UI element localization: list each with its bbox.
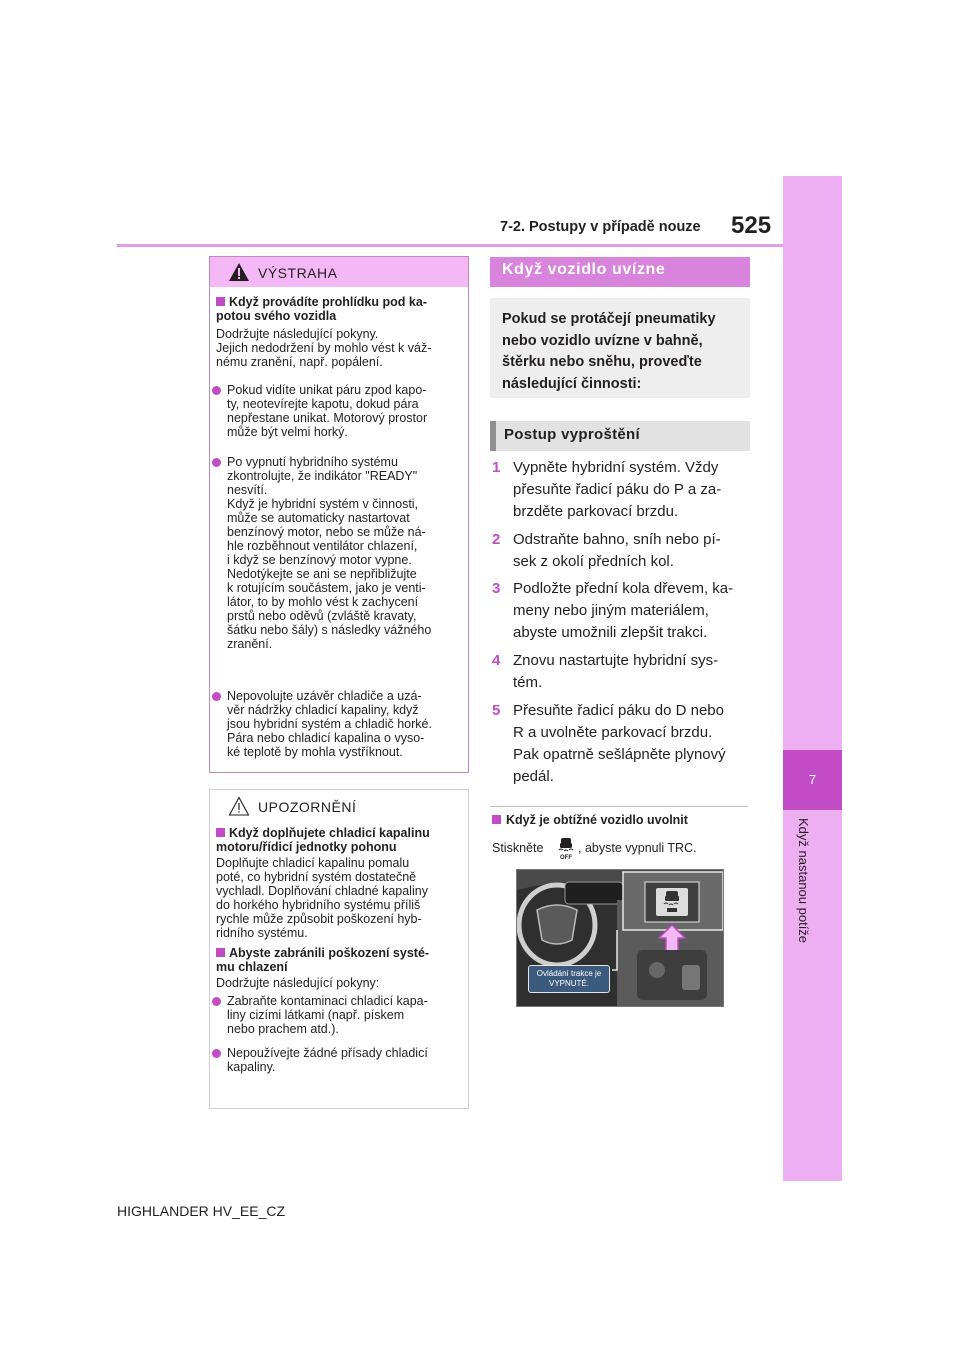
warning-heading: Když provádíte prohlídku pod ka- potou svého vozidla xyxy=(216,295,427,323)
procedure-title: Postup vyproštění xyxy=(504,426,640,443)
chapter-title: Když nastanou potíže xyxy=(796,818,811,944)
heading-square-icon xyxy=(216,948,225,957)
warning-title: VÝSTRAHA xyxy=(258,265,338,281)
caution-bullet: Zabraňte kontaminaci chladicí kapa- liny cizími látkami (např. pískem nebo prachem atd.). xyxy=(212,994,464,1036)
section-title: 7-2. Postupy v případě nouze xyxy=(500,219,701,235)
trc-icon-label: OFF xyxy=(560,855,572,860)
chapter-number: 7 xyxy=(808,772,817,787)
procedure-step: 1 Vypněte hybridní systém. Vždy přesuňte řadicí páku do P a za- brzděte parkovací brzdu. xyxy=(492,459,722,520)
warning-intro: Dodržujte následující pokyny. Jejich nedodržení by mohlo vést k váž- nému zranění, např. popálení. xyxy=(216,327,432,369)
instruction-text-start: Stiskněte xyxy=(492,841,544,855)
bullet-dot-icon xyxy=(212,997,221,1006)
heading-square-icon xyxy=(492,815,501,824)
section-title-stuck: Když vozidlo uvízne xyxy=(502,261,666,278)
caution-title: UPOZORNĚNÍ xyxy=(258,799,357,815)
caution-paragraph: Doplňujte chladicí kapalinu pomalu poté, co hybridní systém dostatečně vychladl. Doplňování chladné kapaliny do horkého hybridního systému příliš rychle může způsobit poškození hyb- ridního systému. xyxy=(216,856,428,940)
caution-triangle-icon xyxy=(228,796,250,816)
procedure-bar-accent xyxy=(490,421,496,451)
warning-bullet: Pokud vidíte unikat páru zpod kapo- ty, neotevírejte kapotu, dokud pára nepřestane unikat. Motorový prostor může být velmi horký. xyxy=(212,383,464,439)
footer-model: HIGHLANDER HV_EE_CZ xyxy=(117,1203,286,1219)
warning-triangle-icon xyxy=(228,262,250,282)
caution-heading: Abyste zabránili poškození systé- mu chlazení xyxy=(216,946,430,974)
divider xyxy=(490,806,748,807)
bullet-dot-icon xyxy=(212,1049,221,1058)
procedure-step: 2 Odstraňte bahno, sníh nebo pí- sek z okolí předních kol. xyxy=(492,531,721,570)
procedure-step: 4 Znovu nastartujte hybridní sys- tém. xyxy=(492,652,719,691)
bullet-dot-icon xyxy=(212,692,221,701)
bullet-dot-icon xyxy=(212,458,221,467)
caution-paragraph: Dodržujte následující pokyny: xyxy=(216,976,380,990)
subheading-hard-release: Když je obtížné vozidlo uvolnit xyxy=(492,813,688,827)
figure-caption: Ovládání trakce je VYPNUTÉ. xyxy=(528,965,610,993)
bullet-dot-icon xyxy=(212,386,221,395)
chapter-side-tab xyxy=(783,176,842,1181)
page-number: 525 xyxy=(731,212,772,239)
warning-bullet: Po vypnutí hybridního systému zkontrolujte, že indikátor "READY" nesvítí. Když je hybridní systém v činnosti, může se automaticky nastartovat benzínový motor, nebo se může ná- hle rozběhnout ventilátor chlazení, i když se benzínový motor vypne. Nedotýkejte se ani se nepřibližujte k rotujícím součástem, jako je venti- látor, to by mohlo vést k zachycení prstů nebo oděvů (zvláště kravaty, šátku nebo šály) s následky vážného zranění. xyxy=(212,455,464,651)
intro-text: Pokud se protáčejí pneumatiky nebo vozidlo uvízne v bahně, štěrku nebo sněhu, proveďte následující činnosti: xyxy=(502,311,716,392)
caution-heading: Když doplňujete chladicí kapalinu motoru/řídicí jednotky pohonu xyxy=(216,826,430,854)
warning-header xyxy=(210,257,468,287)
procedure-step: 5 Přesuňte řadicí páku do D nebo R a uvolněte parkovací brzdu. Pak opatrně sešlápněte plynový pedál. xyxy=(492,702,726,785)
caution-bullet: Nepoužívejte žádné přísady chladicí kapaliny. xyxy=(212,1046,464,1074)
warning-bullet: Nepovolujte uzávěr chladiče a uzá- věr nádržky chladicí kapaliny, když jsou hybridní systém a chladič horké. Pára nebo chladicí kapalina o vyso- ké teplotě by mohla vystříknout. xyxy=(212,689,464,759)
trc-off-icon xyxy=(556,836,576,860)
header-rule xyxy=(117,244,783,247)
caution-box xyxy=(209,789,469,1109)
instruction-text-end: , abyste vypnuli TRC. xyxy=(578,841,697,855)
warning-box xyxy=(209,256,469,773)
procedure-step: 3 Podložte přední kola dřevem, ka- meny nebo jiným materiálem, abyste umožnili zlepšit trakci. xyxy=(492,580,734,641)
heading-square-icon xyxy=(216,828,225,837)
heading-square-icon xyxy=(216,297,225,306)
